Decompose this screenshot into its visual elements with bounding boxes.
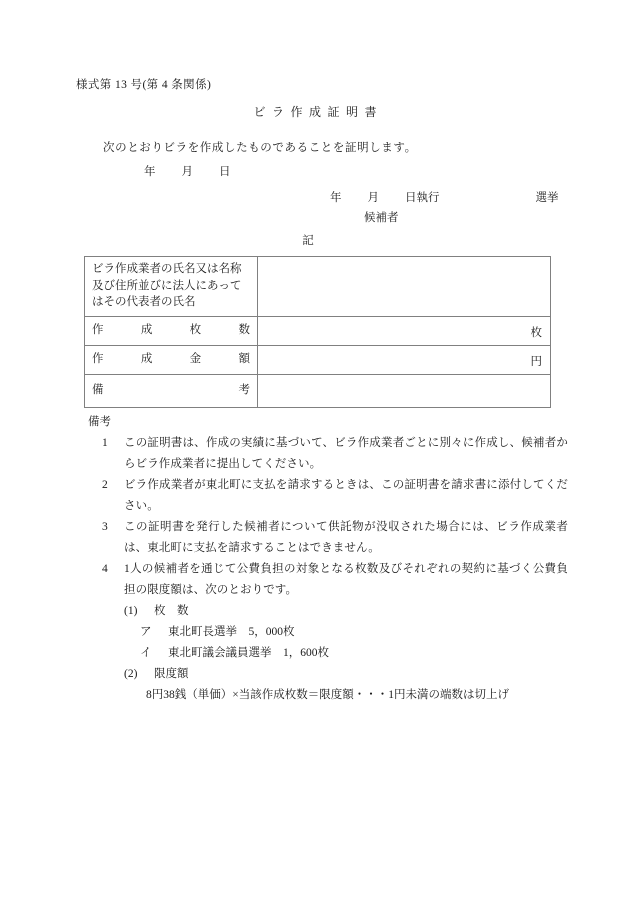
issue-date-year: 年 [144,166,156,178]
sub-item-number: (1) [124,605,138,617]
label-char: 考 [238,384,250,397]
sub-item-text: 限度額 [154,668,189,680]
intro-sentence: 次のとおりビラを作成したものであることを証明します。 [103,142,417,154]
leaf-marker: イ [140,647,152,659]
exec-election-label: 選挙 [535,192,559,204]
label-char: 数 [238,324,250,337]
leaf-marker: ア [140,626,152,638]
unit-yen: 円 [530,355,542,368]
table-row [85,257,551,317]
label-char: 作 [92,353,104,366]
page-title: ビラ作成証明書 [253,105,383,119]
notes-section [88,412,568,706]
exec-year: 年 [330,192,342,204]
leaf-item-a [140,622,568,643]
label-char: 額 [238,353,250,366]
notes-heading: 備考 [88,416,111,428]
label-char: 枚 [189,324,202,337]
issue-date-line [144,163,231,179]
leaf-item-i [140,643,568,664]
exec-month: 月 [367,192,379,204]
table-row [85,345,551,374]
ki-marker: 記 [302,235,314,247]
row-label-remarks [85,374,258,407]
row-label-sheet-count [85,316,258,345]
form-number: 様式第 13 号(第 4 条関係) [76,79,212,91]
row-label-producer-name: ビラ作成業者の氏名又は名称及び住所並びに法人にあってはその代表者の氏名 [85,257,258,317]
note-text: この証明書を発行した候補者について供託物が没収された場合には、ビラ作成業者は、東北町に支払を請求することはできません。 [124,521,568,554]
unit-sheets: 枚 [530,326,542,339]
row-value-amount[interactable] [258,345,551,374]
label-char: 成 [140,324,153,337]
note-number: 3 [102,521,108,533]
sub-item-text: 枚 数 [154,605,189,617]
note-text: ビラ作成業者が東北町に支払を請求するときは、この証明書を請求書に添付してください。 [124,479,568,512]
label-char: 作 [92,324,104,337]
election-execution-line [330,189,559,205]
candidate-label: 候補者 [364,212,399,224]
issue-date-month: 月 [181,166,193,178]
note-item-3 [102,517,568,559]
note-item-4 [102,559,568,601]
row-value-remarks[interactable] [258,374,551,407]
issue-date-day: 日 [219,166,231,178]
label-char: 成 [140,353,153,366]
note-number: 1 [102,437,108,449]
note-item-1 [102,433,568,475]
sub-item-1 [124,601,568,622]
row-value-sheet-count[interactable] [258,316,551,345]
row-value-producer-name[interactable] [258,257,551,317]
exec-day: 日執行 [405,192,440,204]
table-row [85,374,551,407]
note-item-2 [102,475,568,517]
sub-item-number: (2) [124,668,138,680]
note-text: 1人の候補者を通じて公費負担の対象となる枚数及びそれぞれの契約に基づく公費負担の限度額は、次のとおりです。 [124,563,568,596]
note-number: 2 [102,479,108,491]
note-text: この証明書は、作成の実績に基づいて、ビラ作成業者ごとに別々に作成し、候補者からビラ作成業者に提出してください。 [124,437,568,470]
leaf-text: 東北町長選挙 5，000枚 [168,626,295,638]
certificate-table [84,256,551,408]
limit-formula: 8円38銭（単価）×当該作成枚数＝限度額・・・1円未満の端数は切上げ [146,689,509,701]
table-row [85,316,551,345]
label-char: 金 [189,353,202,366]
sub-item-2 [124,664,568,685]
row-label-amount [85,345,258,374]
leaf-text: 東北町議会議員選挙 1，600枚 [168,647,329,659]
note-number: 4 [102,563,108,575]
label-char: 備 [92,384,104,397]
